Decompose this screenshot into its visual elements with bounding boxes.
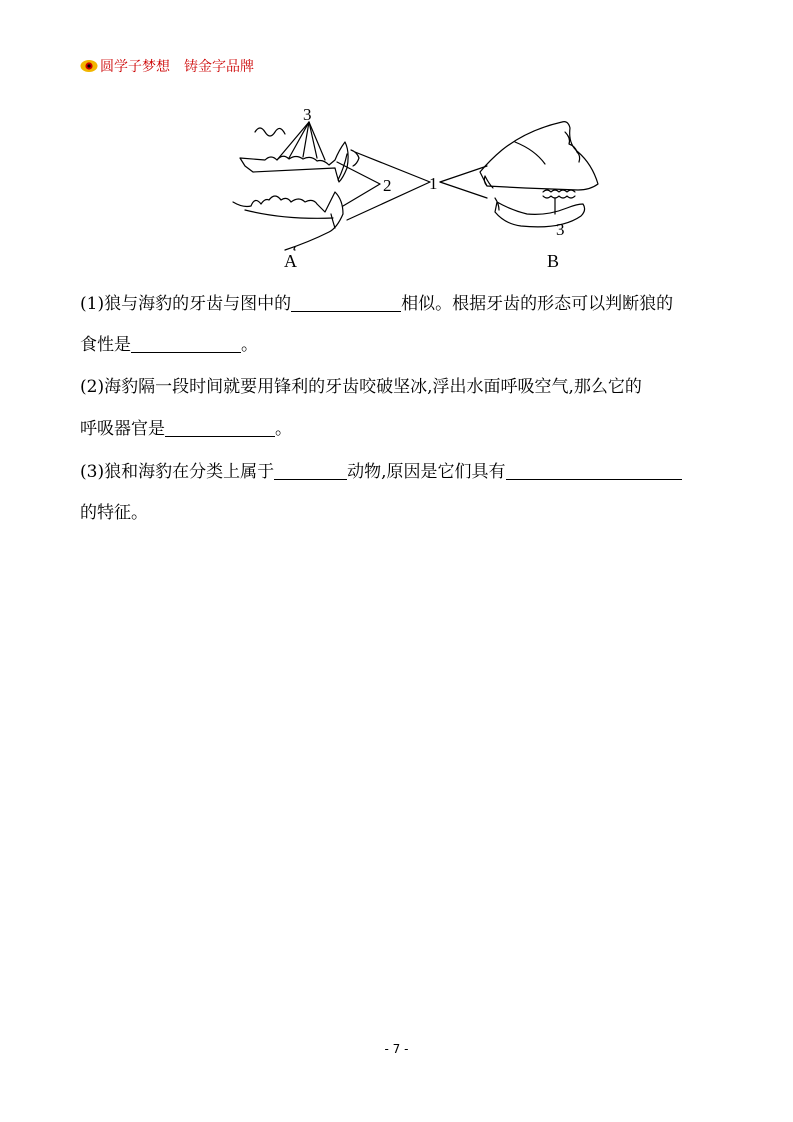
label-2: 2 [383, 176, 392, 195]
question-3-line-1: (3)狼和海豹在分类上属于 动物,原因是它们具有 [80, 461, 720, 483]
question-2-line-1: (2)海豹隔一段时间就要用锋利的牙齿咬破坚冰,浮出水面呼吸空气,那么它的 [80, 377, 642, 397]
answer-blank-1b[interactable] [131, 334, 241, 353]
answer-blank-2[interactable] [165, 418, 275, 437]
answer-blank-3a[interactable] [274, 461, 347, 480]
answer-blank-3b[interactable] [506, 461, 682, 480]
brand-slogan-right: 铸金字品牌 [184, 59, 254, 75]
label-3-a: 3 [303, 105, 312, 124]
teeth-diagram [225, 102, 605, 274]
skull-b-upper [480, 122, 598, 190]
page-number: - 7 - [384, 1042, 409, 1056]
label-3-b: 3 [556, 220, 565, 239]
skull-b-lower [495, 202, 585, 227]
label-1: 1 [429, 174, 438, 193]
question-1-line-1: (1)狼与海豹的牙齿与图中的 相似。根据牙齿的形态可以判断狼的 [80, 294, 674, 314]
label-b: B [547, 251, 560, 271]
skull-a-outline [255, 128, 285, 136]
label-a: A [284, 251, 297, 271]
question-1-line-2: 食性是 。 [80, 335, 258, 355]
page-header [80, 55, 254, 77]
answer-blank-1a[interactable] [291, 293, 401, 312]
brand-slogan-left: 圆学子梦想 [100, 59, 170, 75]
question-2-line-2: 呼吸器官是 。 [80, 419, 292, 439]
skull-a-lower-jaw [233, 192, 343, 250]
eye-logo-icon [80, 57, 98, 75]
question-3-line-2: 的特征。 [80, 503, 148, 523]
